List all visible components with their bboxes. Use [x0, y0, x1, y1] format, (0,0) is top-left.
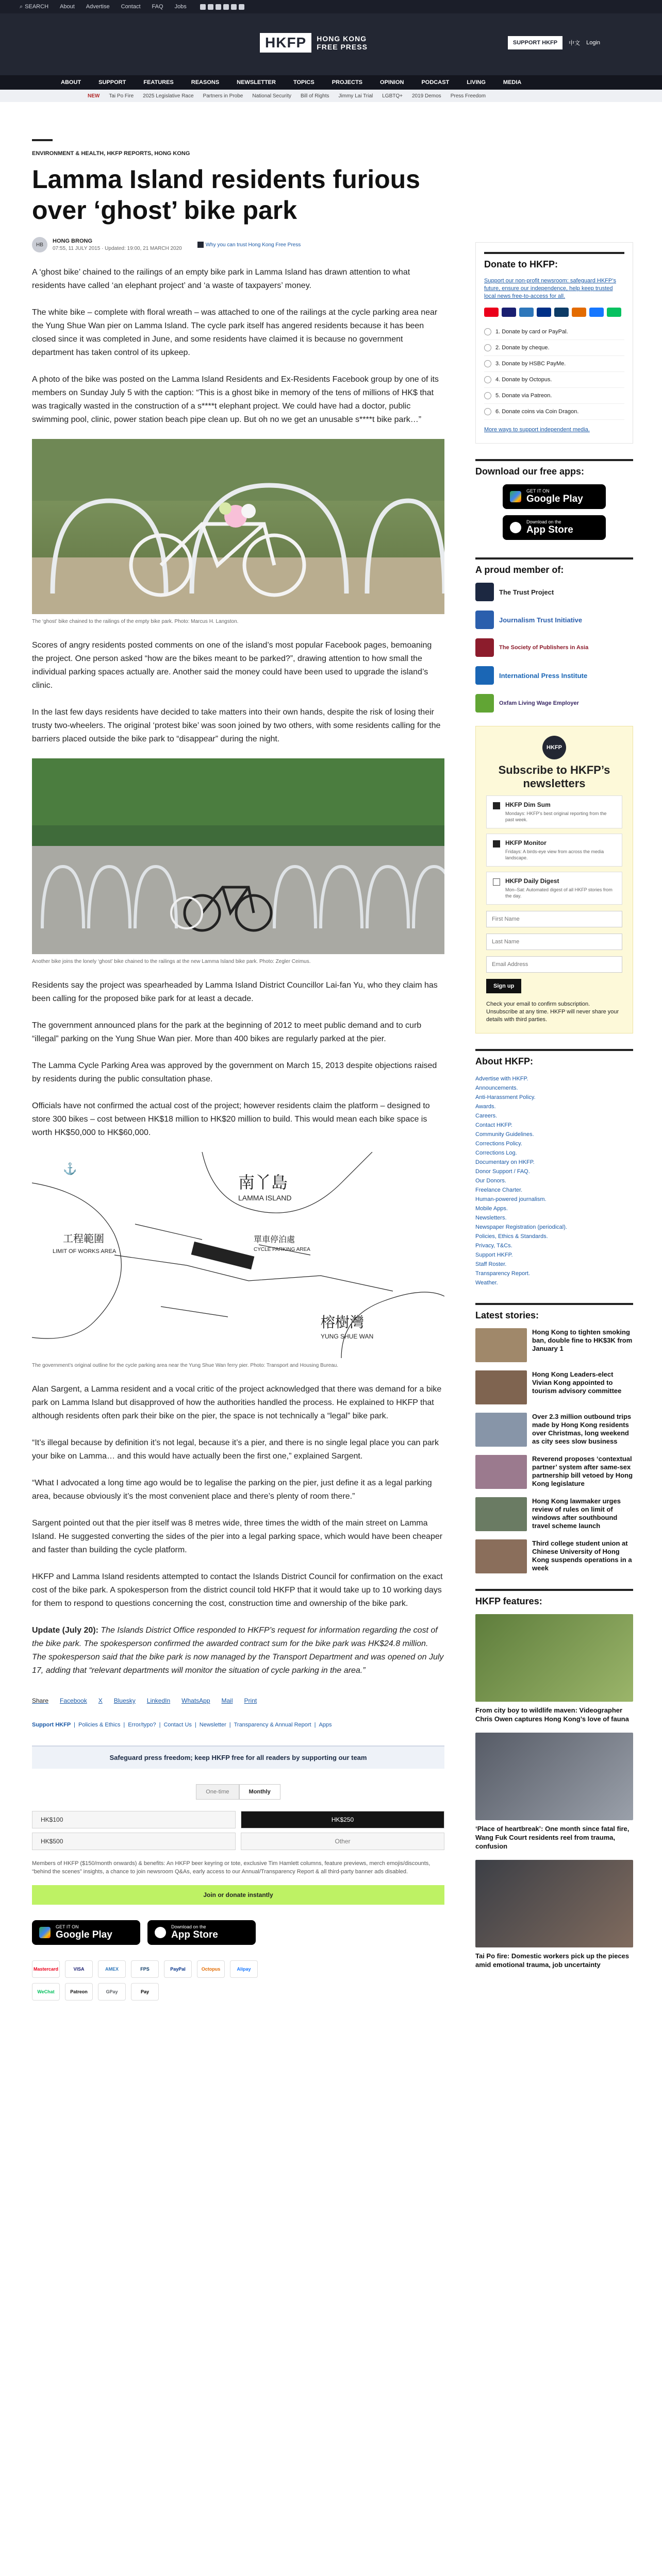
- radio-icon: [484, 392, 491, 399]
- about-link[interactable]: Staff Roster.: [475, 1261, 507, 1267]
- tag-link[interactable]: Apps: [319, 1722, 332, 1728]
- about-link[interactable]: Privacy, T&Cs.: [475, 1243, 512, 1249]
- map-bay-zh: 榕樹灣: [321, 1314, 365, 1330]
- paragraph: HKFP and Lamma Island residents attempted to contact the Islands District Council for confirmation on the exact cost of the bike park. A spokesperson from the district council told HKFP that it would take up to 10 working days for them to respond to questions concerning the cost, construction time and ownership of the bike park.: [32, 1572, 443, 1608]
- about-link[interactable]: Policies, Ethics & Standards.: [475, 1233, 548, 1240]
- member-benefits: Members of HKFP ($150/month onwards) & benefits: An HKFP beer keyring or tote, exclusive Tim Hamlett columns, feature previews, merch emojis/discounts, “behind the scenes” insights, a chance to join newsroom Q&As, early access to our Annual/Transparency Report & all third-party banner ads disabled.: [32, 1860, 431, 1875]
- util-advertise[interactable]: Advertise: [86, 4, 110, 10]
- article: [32, 139, 444, 2001]
- about-links: [475, 1074, 633, 1287]
- feature-story[interactable]: Tai Po fire: Domestic workers pick up the pieces amid emotional trauma, job uncertainty: [475, 1860, 633, 1969]
- about-link[interactable]: Weather.: [475, 1280, 498, 1286]
- wechat-icon: [607, 308, 621, 317]
- util-search[interactable]: ⌕ SEARCH: [20, 3, 49, 10]
- join-donate-button[interactable]: Join or donate instantly: [32, 1885, 444, 1905]
- latest-story[interactable]: Hong Kong lawmaker urges review of rules on limit of windows after southbound travel scheme launch: [475, 1497, 633, 1531]
- nav-media[interactable]: MEDIA: [503, 79, 522, 86]
- gpay-icon[interactable]: GPay: [98, 1983, 126, 2001]
- apps-title: Download our free apps:: [475, 459, 633, 477]
- subnav-item[interactable]: Jimmy Lai Trial: [338, 93, 373, 99]
- subnav-item[interactable]: 2025 Legislative Race: [143, 93, 194, 99]
- paragraph: A ‘ghost bike’ chained to the railings of an empty bike park in Lamma Island has drawn attention to what residents have called ‘an elephant project’ and ‘a waste of taxpayers’ money.: [32, 268, 410, 290]
- map-bay-en: YUNG SHUE WAN: [321, 1333, 374, 1340]
- about-link[interactable]: Newspaper Registration (periodical).: [475, 1224, 567, 1230]
- utility-bar: [0, 0, 662, 13]
- author-name[interactable]: HONG BRONG: [53, 238, 92, 244]
- story-thumbnail: [475, 1539, 527, 1573]
- about-title: About HKFP:: [475, 1049, 633, 1067]
- amount-option[interactable]: HK$100: [32, 1811, 236, 1828]
- sidebar: [475, 242, 633, 1978]
- bike-park-photo: [32, 758, 444, 954]
- more-ways-link[interactable]: More ways to support independent media.: [484, 427, 590, 433]
- apple-icon: [155, 1927, 166, 1938]
- amex-icon[interactable]: AMEX: [98, 1960, 126, 1978]
- photo-caption: Another bike joins the lonely ‘ghost’ bike chained to the railings at the new Lamma Island bike park. Photo: Zegler Ceimus.: [32, 959, 311, 964]
- about-link[interactable]: Documentary on HKFP.: [475, 1159, 535, 1165]
- x-icon[interactable]: [208, 4, 213, 10]
- tag-link[interactable]: Policies & Ethics: [78, 1722, 121, 1728]
- radio-icon: [484, 328, 491, 335]
- instagram-icon[interactable]: [216, 4, 221, 10]
- donation-frequency: [32, 1784, 444, 1800]
- map-island-zh: 南丫島: [238, 1173, 288, 1192]
- latest-title: Latest stories:: [475, 1303, 633, 1321]
- membership-section: [475, 557, 633, 713]
- octopus-icon[interactable]: Octopus: [197, 1960, 225, 1978]
- story-thumbnail: [475, 1328, 527, 1362]
- donate-option[interactable]: 2. Donate by cheque.: [484, 340, 624, 356]
- subnav-item[interactable]: Bill of Rights: [300, 93, 329, 99]
- subnav-item[interactable]: National Security: [252, 93, 291, 99]
- newsletter-logo: HKFP: [542, 736, 566, 759]
- last-name-input[interactable]: [486, 934, 622, 950]
- about-link[interactable]: Donor Support / FAQ.: [475, 1168, 530, 1175]
- bike-park-image: [32, 758, 444, 954]
- paragraph: A photo of the bike was posted on the Lamma Island Residents and Ex-Residents Facebook group by one of its members on Sunday July 5 with the caption: “This is a ghost bike in memory of the tens of millions of HK$ that was tragically wasted in the construction of a s****t elephant project. We could have had a doctor, public swimming pool, clinic, power station beach pipe clean up. But oh no we get an unusable s****t bike park…”: [32, 375, 439, 424]
- util-about[interactable]: About: [60, 4, 75, 10]
- map-limit-en: LIMIT OF WORKS AREA: [53, 1248, 117, 1255]
- site-plan-map: [32, 1152, 444, 1358]
- map-limit-zh: 工程範圍: [63, 1233, 104, 1245]
- alipay-icon[interactable]: Alipay: [230, 1960, 258, 1978]
- paypal-icon: [537, 308, 551, 317]
- amount-other[interactable]: Other: [241, 1833, 444, 1850]
- story-thumbnail: [475, 1497, 527, 1531]
- amount-option[interactable]: HK$500: [32, 1833, 236, 1850]
- about-link[interactable]: Advertise with HKFP.: [475, 1076, 528, 1082]
- mastercard-icon[interactable]: Mastercard: [32, 1960, 60, 1978]
- youtube-icon[interactable]: [223, 4, 229, 10]
- google-play-icon: [39, 1927, 51, 1938]
- subnav-item[interactable]: 2019 Demos: [411, 93, 441, 99]
- map-cycle-en: CYCLE PARKING AREA: [254, 1247, 310, 1252]
- donate-box: [475, 242, 633, 444]
- site-logo[interactable]: HKFP HONG KONG FREE PRESS: [260, 33, 368, 53]
- donate-option[interactable]: 5. Donate via Patreon.: [484, 388, 624, 404]
- newsletter-option-digest[interactable]: HKFP Daily Digest Mon–Sat: Automated digest of all HKFP stories from the day.: [486, 872, 622, 905]
- subnav-item[interactable]: Partners in Probe: [203, 93, 243, 99]
- subnav-item[interactable]: Tai Po Fire: [109, 93, 134, 99]
- ipi-logo: [475, 666, 494, 685]
- fps-icon[interactable]: FPS: [131, 1960, 159, 1978]
- photo-caption: The government’s original outline for the cycle parking area near the Yung Shue Wan ferry pier. Photo: Transport and Housing Bureau.: [32, 1363, 339, 1368]
- nav-living[interactable]: LIVING: [467, 79, 486, 86]
- subnav-item[interactable]: Press Freedom: [450, 93, 486, 99]
- share-label: Share: [32, 1697, 49, 1704]
- applepay-icon[interactable]: Pay: [131, 1983, 159, 2001]
- secondary-nav: [0, 90, 662, 102]
- masthead-actions: [508, 36, 600, 49]
- first-name-input[interactable]: [486, 911, 622, 927]
- radio-icon: [484, 408, 491, 415]
- newsletter-option-monitor[interactable]: HKFP Monitor Fridays: A birds-eye view from across the media landscape.: [486, 834, 622, 867]
- membership-title: A proud member of:: [475, 557, 633, 575]
- latest-story[interactable]: Reverend proposes ‘contextual partner’ system after same-sex partnership bill vetoed by Hong Kong legislature: [475, 1455, 633, 1489]
- donate-option[interactable]: 6. Donate coins via Coin Dragon.: [484, 404, 624, 420]
- nav-reasons[interactable]: REASONS: [191, 79, 220, 86]
- about-link[interactable]: Transparency Report.: [475, 1270, 530, 1277]
- feature-story[interactable]: ‘Place of heartbreak’: One month since fatal fire, Wang Fuk Court residents reel from trauma, confusion: [475, 1733, 633, 1851]
- donate-option[interactable]: 3. Donate by HSBC PayMe.: [484, 356, 624, 372]
- feature-image: [475, 1733, 633, 1820]
- donation-amounts: [32, 1811, 444, 1850]
- mastercard-icon: [484, 308, 499, 317]
- member-trust-project[interactable]: The Trust Project: [475, 583, 633, 601]
- oxfam-logo: [475, 694, 494, 713]
- author-avatar: HB: [32, 237, 47, 252]
- footer-links: Support HKFP | Policies & Ethics | Error/typo? | Contact Us | Newsletter | Transparency & Annual Report | Apps: [32, 1722, 332, 1728]
- util-jobs[interactable]: Jobs: [174, 4, 187, 10]
- octopus-icon: [572, 308, 586, 317]
- amount-option-selected[interactable]: HK$250: [241, 1811, 444, 1828]
- about-section: [475, 1049, 633, 1287]
- member-jti[interactable]: Journalism Trust Initiative: [475, 611, 633, 629]
- sidebar-google-play-badge[interactable]: GET IT ON Google Play: [503, 484, 606, 509]
- facebook-icon[interactable]: [200, 4, 206, 10]
- donate-strip[interactable]: Safeguard press freedom; keep HKFP free for all readers by supporting our team: [32, 1745, 444, 1769]
- hkfp-mini-icon: [197, 242, 204, 248]
- donate-intro-link[interactable]: Support our non-profit newsroom: safeguard HKFP’s future, ensure our independence, help keep trusted local news free-to-access for all.: [484, 278, 616, 299]
- about-link[interactable]: Freelance Charter.: [475, 1187, 523, 1193]
- checkbox-unchecked-icon: [493, 878, 500, 886]
- donate-title: Donate to HKFP:: [484, 252, 624, 270]
- nav-support[interactable]: SUPPORT: [98, 79, 126, 86]
- subnav-item[interactable]: LGBTQ+: [382, 93, 403, 99]
- paragraph: The government announced plans for the park at the beginning of 2012 to meet public demand and to curb “illegal” parking on the Yung Shue Wan pier. More than 400 bikes are regularly parked at the pier.: [32, 1021, 422, 1043]
- apple-icon: [510, 522, 521, 533]
- latest-story[interactable]: Over 2.3 million outbound trips made by Hong Kong residents over Christmas, long weekend as city sees slow business: [475, 1413, 633, 1447]
- tag-link[interactable]: Error/typo?: [128, 1722, 156, 1728]
- util-contact[interactable]: Contact: [121, 4, 141, 10]
- jti-logo: [475, 611, 494, 629]
- amex-icon: [519, 308, 534, 317]
- paragraph: Residents say the project was spearheaded by Lamma Island District Councillor Lai-fan Yu, who they claim has been calling for the proposed bike park for at least a decade.: [32, 981, 438, 1003]
- member-sopa[interactable]: The Society of Publishers in Asia: [475, 638, 633, 657]
- payment-methods: [32, 1960, 269, 2001]
- share-mail[interactable]: Mail: [221, 1697, 233, 1704]
- app-store-badge[interactable]: Download on the App Store: [147, 1920, 256, 1945]
- login-link[interactable]: Login: [586, 40, 600, 46]
- share-bar: [32, 1697, 444, 1704]
- member-oxfam[interactable]: Oxfam Living Wage Employer: [475, 694, 633, 713]
- tag-link[interactable]: Newsletter: [199, 1722, 226, 1728]
- feature-story[interactable]: From city boy to wildlife maven: Videographer Chris Owen captures Hong Kong’s love of fauna: [475, 1614, 633, 1723]
- paragraph: “It’s illegal because by definition it’s not legal, because it’s a pier, and there is no single legal place you can park your bike on Lamma… and this would have actually been the first one,” explained Sargent.: [32, 1438, 439, 1461]
- tag-link[interactable]: Contact Us: [163, 1722, 192, 1728]
- paragraph: Officials have not confirmed the actual cost of the project; however residents claim the platform – designed to store 300 bikes – cost between HK$18 million to HK$20 million to build. This would mean each bike space is worth HK$50,000 to HK$60,000.: [32, 1101, 430, 1137]
- paragraph: In the last few days residents have decided to take matters into their own hands, despite the risk of losing their trusty two-wheelers. The original ‘protest bike’ was soon joined by two others, with some residents calling for the barriers placed outside the bike park to “disappear” during the night.: [32, 708, 441, 743]
- util-faq[interactable]: FAQ: [152, 4, 163, 10]
- nav-podcast[interactable]: PODCAST: [421, 79, 450, 86]
- monthly-tab[interactable]: Monthly: [239, 1784, 280, 1800]
- ghost-bike-photo: [32, 439, 444, 614]
- radio-icon: [484, 360, 491, 367]
- donate-option[interactable]: 4. Donate by Octopus.: [484, 372, 624, 388]
- donate-payment-icons: [484, 308, 624, 317]
- social-icons: [200, 4, 244, 10]
- share-print[interactable]: Print: [244, 1697, 257, 1704]
- publish-dates: 07:55, 11 JULY 2015 · Updated: 19:00, 21 MARCH 2020: [53, 246, 182, 251]
- share-whatsapp[interactable]: WhatsApp: [181, 1697, 210, 1704]
- byline: [32, 237, 444, 252]
- article-categories[interactable]: ENVIRONMENT & HEALTH, HKFP REPORTS, HONG KONG: [32, 139, 53, 157]
- ghost-bike-image: [32, 439, 444, 614]
- nav-topics[interactable]: TOPICS: [293, 79, 315, 86]
- newsletter-option-dimsum[interactable]: HKFP Dim Sum Mondays: HKFP’s best original reporting from the past week.: [486, 795, 622, 828]
- support-hkfp-button[interactable]: SUPPORT HKFP: [508, 36, 562, 49]
- masthead: [0, 13, 662, 75]
- feature-image: [475, 1860, 633, 1947]
- about-link[interactable]: Awards.: [475, 1104, 496, 1110]
- about-link[interactable]: Anti-Harassment Policy.: [475, 1094, 536, 1100]
- latest-story[interactable]: Hong Kong to tighten smoking ban, double fine to HK$3K from January 1: [475, 1328, 633, 1362]
- latest-section: [475, 1303, 633, 1573]
- about-link[interactable]: Corrections Policy.: [475, 1141, 522, 1147]
- share-x[interactable]: X: [98, 1697, 103, 1704]
- fps-icon: [554, 308, 569, 317]
- share-linkedin[interactable]: LinkedIn: [146, 1697, 171, 1704]
- latest-story[interactable]: Hong Kong Leaders-elect Vivian Kong appointed to tourism advisory committee: [475, 1370, 633, 1404]
- tag-link[interactable]: Support HKFP: [32, 1722, 71, 1728]
- signup-button[interactable]: Sign up: [486, 979, 521, 993]
- paypal-icon[interactable]: PayPal: [164, 1960, 192, 1978]
- about-link[interactable]: Contact HKFP.: [475, 1122, 512, 1128]
- patreon-icon[interactable]: Patreon: [65, 1983, 93, 2001]
- nav-projects[interactable]: PROJECTS: [332, 79, 363, 86]
- photo-caption: The ‘ghost’ bike chained to the railings of the empty bike park. Photo: Marcus H. Langston.: [32, 619, 239, 624]
- threads-icon[interactable]: [231, 4, 237, 10]
- nav-newsletter[interactable]: NEWSLETTER: [237, 79, 276, 86]
- map-island-en: LAMMA ISLAND: [238, 1194, 292, 1202]
- google-play-icon: [510, 491, 521, 502]
- share-bluesky[interactable]: Bluesky: [113, 1697, 136, 1704]
- about-link[interactable]: Newsletters.: [475, 1215, 507, 1221]
- email-input[interactable]: [486, 956, 622, 973]
- paragraph: Scores of angry residents posted comments on one of the island’s most popular Facebook pages, bemoaning the project. One person asked “how are the bikes meant to be parked?”, drawing attention to how small the individual parking spaces actually are. Another said the money could have been used to upgrade the island’s clinic.: [32, 641, 432, 690]
- paragraph: Sargent pointed out that the pier itself was 8 metres wide, three times the width of the main street on Lamma Island. He suggested converting the sides of the pier into a legal parking space, which would have been cheaper and faster than building the cycle platform.: [32, 1519, 443, 1554]
- checkbox-checked-icon: [493, 840, 500, 848]
- search-icon: ⌕: [20, 3, 23, 10]
- story-thumbnail: [475, 1370, 527, 1404]
- feature-image: [475, 1614, 633, 1702]
- about-link[interactable]: Corrections Log.: [475, 1150, 517, 1156]
- sopa-logo: [475, 638, 494, 657]
- update-note: Update (July 20): The Islands District Office responded to HKFP’s request for information regarding the cost of the bike park. The spokesperson confirmed the awarded contract sum for the bike park was HK$24.8 million. The spokesperson said that the bike park is now managed by the Transport Department and was opened on July 17, adding that “relevant departments will monitor the situation of cycle parking in the area.”: [32, 1626, 444, 1675]
- newsletter-title: Subscribe to HKFP’s newsletters: [498, 764, 610, 790]
- google-play-badge[interactable]: GET IT ON Google Play: [32, 1920, 140, 1945]
- new-badge: NEW: [88, 93, 100, 99]
- share-facebook[interactable]: Facebook: [60, 1697, 87, 1704]
- site-plan-drawing: [32, 1152, 444, 1358]
- nav-features[interactable]: FEATURES: [143, 79, 174, 86]
- one-time-tab[interactable]: One-time: [196, 1784, 239, 1800]
- article-headline: Lamma Island residents furious over ‘ghost’ bike park: [32, 165, 420, 225]
- radio-icon: [484, 344, 491, 351]
- newsletter-note: Check your email to confirm subscription. Unsubscribe at any time. HKFP will never share your details with third parties.: [486, 1001, 619, 1023]
- paragraph: The Lamma Cycle Parking Area was approved by the government on March 15, 2013 despite objections raised by residents during the public consultation phase.: [32, 1061, 437, 1083]
- sidebar-app-store-badge[interactable]: Download on the App Store: [503, 515, 606, 540]
- primary-nav: [0, 75, 662, 90]
- map-cycle-zh: 單車停泊處: [254, 1235, 295, 1244]
- donate-option[interactable]: 1. Donate by card or PayPal.: [484, 324, 624, 340]
- member-ipi[interactable]: International Press Institute: [475, 666, 633, 685]
- latest-story[interactable]: Third college student union at Chinese University of Hong Kong suspends operations in a week: [475, 1539, 633, 1573]
- newsletter-box: [475, 726, 633, 1033]
- checkbox-checked-icon: [493, 802, 500, 809]
- about-link[interactable]: Human-powered journalism.: [475, 1196, 547, 1202]
- trust-project-logo: [475, 583, 494, 601]
- about-link[interactable]: Careers.: [475, 1113, 498, 1119]
- story-thumbnail: [475, 1455, 527, 1489]
- donate-options: [484, 324, 624, 420]
- trust-link[interactable]: Why you can trust Hong Kong Free Press: [197, 242, 301, 248]
- nav-about[interactable]: ABOUT: [61, 79, 81, 86]
- about-link[interactable]: Mobile Apps.: [475, 1206, 508, 1212]
- features-section: [475, 1589, 633, 1969]
- paragraph: The white bike – complete with floral wreath – was attached to one of the railings at the cycle parking area near the Yung Shue Wan pier on Lamma Island. The cycle park itself has angered residents because it has been closed since it was completed in June, and some residents have claimed it is because no government department has taken control of its upkeep.: [32, 308, 438, 357]
- story-thumbnail: [475, 1413, 527, 1447]
- chinese-link[interactable]: 中文: [569, 40, 581, 46]
- about-link[interactable]: Support HKFP.: [475, 1252, 513, 1258]
- tag-link[interactable]: Transparency & Annual Report: [234, 1722, 311, 1728]
- radio-icon: [484, 376, 491, 383]
- about-link[interactable]: Community Guidelines.: [475, 1131, 534, 1138]
- paragraph: Alan Sargent, a Lamma resident and a vocal critic of the project acknowledged that there was demand for a bike park on Lamma Island but disapproved of how the authorities handled the process. He explained to HKFP that although residents often park their bike on the pier, the space is not technically a “legal” bike park.: [32, 1385, 442, 1420]
- visa-icon[interactable]: VISA: [65, 1960, 93, 1978]
- app-badges: [32, 1920, 444, 1945]
- svg-text:⚓: ⚓: [63, 1162, 77, 1175]
- wechat-icon[interactable]: WeChat: [32, 1983, 60, 2001]
- features-title: HKFP features:: [475, 1589, 633, 1607]
- apps-section: [475, 459, 633, 540]
- alipay-icon: [589, 308, 604, 317]
- about-link[interactable]: Our Donors.: [475, 1178, 506, 1184]
- nav-opinion[interactable]: OPINION: [380, 79, 404, 86]
- telegram-icon[interactable]: [239, 4, 244, 10]
- paragraph: “What I advocated a long time ago would be to legalise the parking on the pier, just define it as a legal parking area, because obviously it’s the most convenient place and there’s plenty of room there.”: [32, 1479, 432, 1501]
- about-link[interactable]: Announcements.: [475, 1085, 518, 1091]
- visa-icon: [502, 308, 516, 317]
